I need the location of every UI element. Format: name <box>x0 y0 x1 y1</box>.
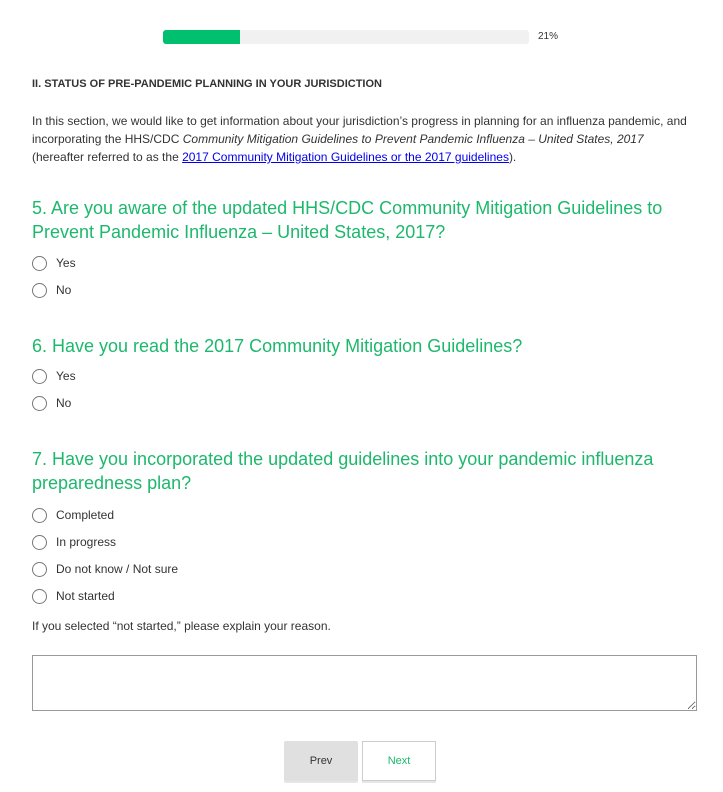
q6-option-no[interactable] <box>32 394 71 412</box>
option-label: Yes <box>56 369 76 383</box>
question-6-title: 6. Have you read the 2017 Community Mitigation Guidelines? <box>32 336 523 356</box>
intro-italic: Community Mitigation Guidelines to Prevent Pandemic Influenza – United States, 2017 <box>182 132 644 146</box>
q5-option-no[interactable] <box>32 281 71 299</box>
q7-option-in-progress[interactable] <box>32 533 116 551</box>
q5-option-yes[interactable] <box>32 254 76 272</box>
radio-button[interactable] <box>32 589 47 604</box>
radio-button[interactable] <box>32 535 47 550</box>
section-title: II. STATUS OF PRE-PANDEMIC PLANNING IN YOUR JURISDICTION <box>32 78 382 90</box>
question-7-title: 7. Have you incorporated the updated guidelines into your pandemic influenza preparedness plan? <box>32 449 654 493</box>
option-label: Completed <box>56 508 115 522</box>
option-label: Yes <box>56 256 76 270</box>
radio-button[interactable] <box>32 283 47 298</box>
intro-text: In this section, we would like to get information about your jurisdiction’s progress in planning for an influenza pandemic, and incorporating the HHS/CDC <box>32 114 687 146</box>
explanation-textarea[interactable] <box>32 655 697 711</box>
progress-bar <box>163 30 529 44</box>
q7-option-not-started[interactable] <box>32 587 115 605</box>
radio-button[interactable] <box>32 369 47 384</box>
option-label: Do not know / Not sure <box>56 562 179 576</box>
option-label: No <box>56 283 72 297</box>
option-label: In progress <box>56 535 117 549</box>
option-label: Not started <box>56 589 115 603</box>
guidelines-link[interactable]: 2017 Community Mitigation Guidelines or the 2017 guidelines <box>182 150 509 164</box>
intro-text-3: ). <box>508 150 517 164</box>
radio-button[interactable] <box>32 562 47 577</box>
prev-button[interactable]: Prev <box>284 741 358 781</box>
question-5-title: 5. Are you aware of the updated HHS/CDC Community Mitigation Guidelines to Prevent Pandemic Influenza – United States, 2017? <box>32 198 663 242</box>
radio-button[interactable] <box>32 396 47 411</box>
q7-option-completed[interactable] <box>32 506 114 524</box>
radio-button[interactable] <box>32 256 47 271</box>
section-intro <box>32 112 697 166</box>
followup-label: If you selected “not started,” please explain your reason. <box>32 619 331 633</box>
progress-percent: 21% <box>538 31 559 42</box>
q7-option-not-sure[interactable] <box>32 560 178 578</box>
radio-button[interactable] <box>32 508 47 523</box>
progress-fill <box>163 30 240 44</box>
q6-option-yes[interactable] <box>32 367 76 385</box>
intro-text-2: (hereafter referred to as the <box>32 150 183 164</box>
option-label: No <box>56 396 72 410</box>
next-button[interactable]: Next <box>362 741 436 781</box>
